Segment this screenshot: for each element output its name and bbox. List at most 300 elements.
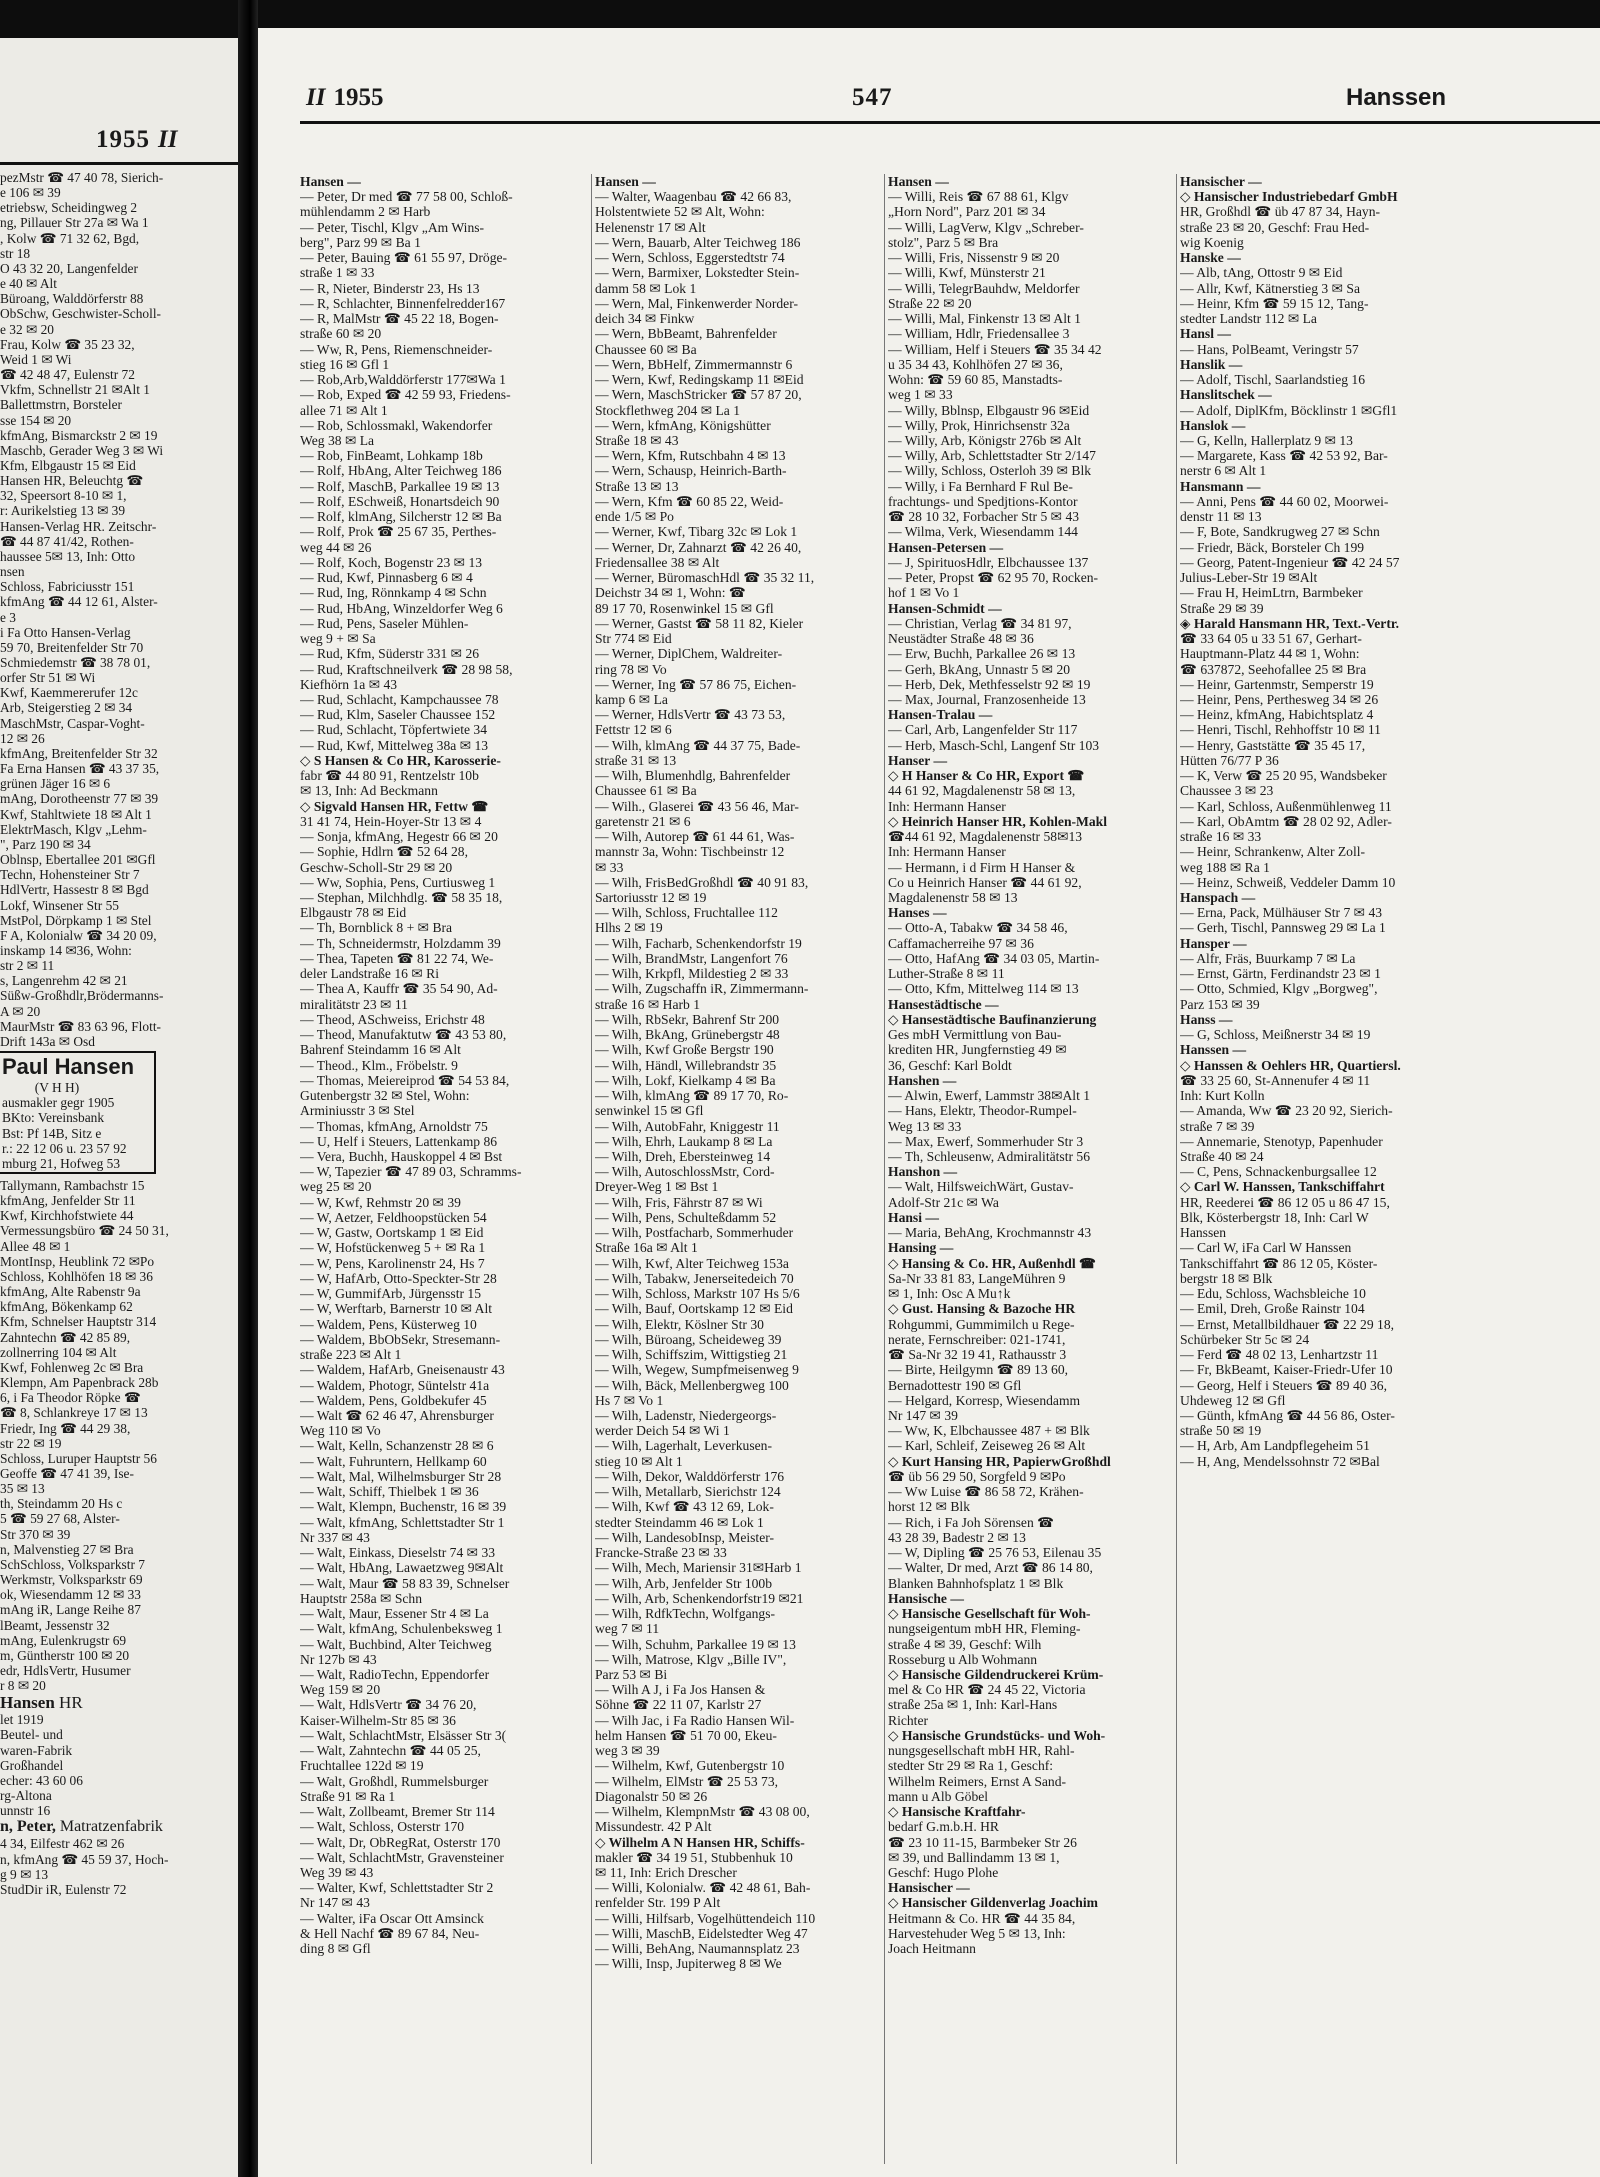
directory-entry: — Thomas, Meiereiprod ☎ 54 53 84, xyxy=(300,1072,510,1088)
directory-entry: weg 25 ✉ 20 xyxy=(300,1179,372,1195)
directory-entry: — Wern, Kfm ☎ 60 85 22, Weid- xyxy=(595,493,784,509)
directory-entry: nerstr 6 ✉ Alt 1 xyxy=(1180,463,1267,479)
directory-entry: ◇ Wilhelm A N Hansen HR, Schiffs- xyxy=(595,1834,805,1850)
directory-line: Schloss, Luruper Hauptstr 56 xyxy=(0,1450,157,1466)
directory-entry: Söhne ☎ 22 11 07, Karlstr 27 xyxy=(595,1697,762,1713)
directory-entry: Kiefhörn 1a ✉ 43 xyxy=(300,676,398,692)
directory-entry: — Rob, Schlossmakl, Wakendorfer xyxy=(300,417,493,433)
directory-entry: Hansen — xyxy=(300,174,361,189)
paul-hansen-lines xyxy=(2,1095,150,1171)
directory-line: Großhandel xyxy=(0,1757,64,1773)
directory-entry: — G, Schloss, Meißnerstr 34 ✉ 19 xyxy=(1180,1027,1371,1043)
directory-entry: Nr 147 ✉ 43 xyxy=(300,1895,370,1911)
directory-line: nsen xyxy=(0,564,25,580)
directory-entry: Francke-Straße 23 ✉ 33 xyxy=(595,1545,727,1561)
directory-line: StudDir iR, Eulenstr 72 xyxy=(0,1881,127,1897)
directory-entry: Hansen — xyxy=(595,174,656,189)
directory-entry: stedter Landstr 112 ✉ La xyxy=(1180,311,1317,327)
directory-entry: — Otto, Schmied, Klgv „Borgweg", xyxy=(1180,981,1378,997)
directory-entry: Straße 18 ✉ 43 xyxy=(595,432,679,448)
directory-entry: senwinkel 15 ✉ Gfl xyxy=(595,1103,704,1119)
directory-entry: — Willi, BehAng, Naumannsplatz 23 xyxy=(595,1941,800,1957)
directory-entry: — Wilh, BkAng, Grünebergstr 48 xyxy=(595,1027,780,1043)
directory-entry: — Karl, Schloss, Außenmühlenweg 11 xyxy=(1180,798,1392,814)
directory-entry: ☎ 33 25 60, St-Annenufer 4 ✉ 11 xyxy=(1180,1072,1371,1088)
directory-entry: Hanslok — xyxy=(1180,417,1246,433)
directory-line: r 8 ✉ 20 xyxy=(0,1678,46,1694)
directory-entry: — Wilhelm, KlempnMstr ☎ 43 08 00, xyxy=(595,1804,810,1820)
directory-entry: Nr 127b ✉ 43 xyxy=(300,1651,377,1667)
directory-entry: Geschf: Hugo Plohe xyxy=(888,1865,999,1881)
directory-entry: — W, Werftarb, Barnerstr 10 ✉ Alt xyxy=(300,1301,493,1317)
directory-entry: — Emil, Dreh, Große Rainstr 104 xyxy=(1180,1301,1365,1317)
directory-line: 6, i Fa Theodor Röpke ☎ xyxy=(0,1390,141,1406)
directory-entry: — Anni, Pens ☎ 44 60 02, Moorwei- xyxy=(1180,493,1389,509)
directory-entry: — W, GummifArb, Jürgensstr 15 xyxy=(300,1286,481,1302)
directory-entry: Hansl — xyxy=(1180,326,1231,342)
directory-entry: — Alb, tAng, Ottostr 9 ✉ Eid xyxy=(1180,265,1343,281)
directory-entry: weg 188 ✉ Ra 1 xyxy=(1180,859,1270,875)
directory-line: echer: 43 60 06 xyxy=(0,1772,83,1788)
directory-entry: Parz 53 ✉ Bi xyxy=(595,1666,668,1682)
directory-entry: — W, Hofstückenweg 5 + ✉ Ra 1 xyxy=(300,1240,486,1256)
directory-entry: Blanken Bahnhofsplatz 1 ✉ Blk xyxy=(888,1575,1064,1591)
directory-entry: Hansi — xyxy=(888,1209,939,1225)
directory-entry: weg 9 + ✉ Sa xyxy=(300,631,376,647)
directory-entry: Hansischer — xyxy=(1180,174,1262,189)
directory-entry: — Rud, Kfm, Süderstr 331 ✉ 26 xyxy=(300,646,480,662)
directory-entry: — Walt, HbAng, Lawaetzweg 9✉Alt xyxy=(300,1560,504,1576)
directory-line: m, Güntherstr 100 ✉ 20 xyxy=(0,1647,130,1663)
left-header-rule xyxy=(0,162,238,165)
directory-entry: 36, Geschf: Karl Boldt xyxy=(888,1057,1012,1073)
directory-entry: — W, Pens, Karolinenstr 24, Hs 7 xyxy=(300,1255,485,1271)
directory-entry: — Walter, Waagenbau ☎ 42 66 83, xyxy=(595,189,792,205)
directory-entry: straße 223 ✉ Alt 1 xyxy=(300,1347,402,1363)
directory-entry: — Wilh, klmAng ☎ 44 37 75, Bade- xyxy=(595,737,801,753)
directory-entry: — Walt, Einkass, Dieselstr 74 ✉ 33 xyxy=(300,1545,496,1561)
ad-line: Bst: Pf 14B, Sitz e xyxy=(2,1125,102,1141)
directory-entry: Harvestehuder Weg 5 ✉ 13, Inh: xyxy=(888,1925,1066,1941)
ad-line: BKto: Vereinsbank xyxy=(2,1110,105,1126)
directory-line: edr, HdlsVertr, Husumer xyxy=(0,1663,131,1678)
directory-entry: Richter xyxy=(888,1712,929,1728)
directory-entry: Hansper — xyxy=(1180,935,1247,951)
directory-entry: denstr 11 ✉ 13 xyxy=(1180,509,1262,525)
directory-entry: — Werner, Ing ☎ 57 86 75, Eichen- xyxy=(595,676,797,692)
directory-entry: nungsgesellschaft mbH HR, Rahl- xyxy=(888,1743,1075,1759)
directory-entry: — Wilh, Tabakw, Jenerseitedeich 70 xyxy=(595,1270,794,1286)
directory-line: th, Steindamm 20 Hs c xyxy=(0,1496,123,1512)
directory-entry: — Walter, iFa Oscar Ott Amsinck xyxy=(300,1910,484,1926)
directory-entry: — Karl, ObAmtm ☎ 28 02 92, Adler- xyxy=(1180,813,1392,829)
directory-entry: — Walt, Zahntechn ☎ 44 05 25, xyxy=(300,1743,481,1759)
directory-entry: — Erna, Pack, Mülhäuser Str 7 ✉ 43 xyxy=(1180,905,1383,921)
directory-line: rg-Altona xyxy=(0,1788,52,1804)
directory-line: mAng, Dorotheenstr 77 ✉ 39 xyxy=(0,791,159,807)
directory-entry: — Wilh, Lokf, Kielkamp 4 ✉ Ba xyxy=(595,1072,776,1088)
directory-line: Frau, Kolw ☎ 35 23 32, xyxy=(0,336,135,352)
directory-entry: — R, MalMstr ☎ 45 22 18, Bogen- xyxy=(300,311,499,327)
directory-entry: Caffamacherreihe 97 ✉ 36 xyxy=(888,935,1034,951)
directory-line: mAng iR, Lange Reihe 87 xyxy=(0,1602,141,1618)
directory-entry: — Werner, Dr, Zahnarzt ☎ 42 26 40, xyxy=(595,539,802,555)
directory-entry: — Adolf, Tischl, Saarlandstieg 16 xyxy=(1180,372,1366,388)
directory-entry: — Heinr, Schrankenw, Alter Zoll- xyxy=(1180,844,1366,860)
directory-line: A ✉ 20 xyxy=(0,1003,41,1019)
directory-entry: — Hans, PolBeamt, Veringstr 57 xyxy=(1180,341,1359,357)
directory-entry: Fettstr 12 ✉ 6 xyxy=(595,722,672,738)
header-rule xyxy=(300,121,1600,124)
directory-entry: Blk, Kösterbergstr 18, Inh: Carl W xyxy=(1180,1209,1369,1225)
column-separator xyxy=(884,174,885,2164)
directory-entry: makler ☎ 34 19 51, Stubbenhuk 10 xyxy=(595,1849,793,1865)
directory-entry: Hanssen — xyxy=(1180,1042,1247,1058)
directory-entry: — Wilma, Verk, Wiesendamm 144 xyxy=(888,524,1078,540)
directory-entry: bedarf G.m.b.H. HR xyxy=(888,1819,999,1835)
directory-entry: — Rolf, MaschB, Parkallee 19 ✉ 13 xyxy=(300,478,500,494)
directory-entry: & Hell Nachf ☎ 89 67 84, Neu- xyxy=(300,1925,480,1941)
directory-line: orfer Str 51 ✉ Wi xyxy=(0,670,96,686)
directory-entry: damm 58 ✉ Lok 1 xyxy=(595,280,697,296)
directory-entry: Adolf-Str 21c ✉ Wa xyxy=(888,1194,999,1210)
directory-entry: — Wilh, Schloss, Fruchtallee 112 xyxy=(595,905,778,921)
directory-line: etriebsw, Scheidingweg 2 xyxy=(0,200,138,216)
directory-entry: — Werner, Kwf, Tibarg 32c ✉ Lok 1 xyxy=(595,524,798,540)
directory-entry: — Wilh, Bauf, Oortskamp 12 ✉ Eid xyxy=(595,1301,793,1317)
directory-entry: — Th, Schneidermstr, Holzdamm 39 xyxy=(300,935,501,951)
directory-entry: — W, Tapezier ☎ 47 89 03, Schramms- xyxy=(300,1164,522,1180)
directory-entry: — Rud, Pens, Saseler Mühlen- xyxy=(300,615,469,631)
directory-entry: — Ferd ☎ 48 02 13, Lenhartzstr 11 xyxy=(1180,1347,1379,1363)
directory-entry: — Ww, K, Elbchaussee 487 + ✉ Blk xyxy=(888,1423,1090,1439)
directory-entry: ◇ Hansische Gildendruckerei Krüm- xyxy=(888,1666,1104,1682)
directory-entry: Schürbeker Str 5c ✉ 24 xyxy=(1180,1331,1310,1347)
directory-entry: — Willi, MaschB, Eidelstedter Weg 47 xyxy=(595,1925,808,1941)
directory-entry: Hansmann — xyxy=(1180,478,1261,494)
directory-entry: Weg 38 ✉ La xyxy=(300,432,375,448)
directory-line: ElektrMasch, Klgv „Lehm- xyxy=(0,821,147,837)
directory-entry: kamp 6 ✉ La xyxy=(595,691,668,707)
directory-entry: Straße 29 ✉ 39 xyxy=(1180,600,1264,616)
directory-entry: — Wern, MaschStricker ☎ 57 87 20, xyxy=(595,387,802,403)
directory-entry: straße 7 ✉ 39 xyxy=(1180,1118,1255,1134)
directory-entry: Nr 147 ✉ 39 xyxy=(888,1407,958,1423)
directory-entry: — Wilh, Schiffszim, Wittigstieg 21 xyxy=(595,1347,788,1363)
directory-entry: — Walt, Maur, Essener Str 4 ✉ La xyxy=(300,1606,489,1622)
directory-entry: ◇ Hansische Gesellschaft für Woh- xyxy=(888,1606,1091,1622)
directory-entry: — Maria, BehAng, Krochmannstr 43 xyxy=(888,1225,1092,1241)
directory-entry: Rosseburg u Alb Wohmann xyxy=(888,1651,1038,1667)
directory-entry: — Theod, Manufaktutw ☎ 43 53 80, xyxy=(300,1027,507,1043)
directory-line: O 43 32 20, Langenfelder xyxy=(0,260,138,276)
directory-line: MaschMstr, Caspar-Voght- xyxy=(0,715,145,731)
directory-entry: — Waldem, Photogr, Süntelstr 41a xyxy=(300,1377,490,1393)
directory-entry: Hlhs 2 ✉ 19 xyxy=(595,920,663,936)
directory-entry: — Wilh, Ehrh, Laukamp 8 ✉ La xyxy=(595,1133,773,1149)
directory-entry: stedter Str 29 ✉ Ra 1, Geschf: xyxy=(888,1758,1054,1774)
left-page-column xyxy=(0,170,232,1897)
directory-entry: Weg 110 ✉ Vo xyxy=(300,1423,381,1439)
directory-entry: — Günth, kfmAng ☎ 44 56 86, Oster- xyxy=(1180,1407,1395,1423)
directory-entry: — Th, Bornblick 8 + ✉ Bra xyxy=(300,920,453,936)
directory-line: ObSchw, Geschwister-Scholl- xyxy=(0,306,162,322)
directory-entry: 44 61 92, Magdalenenstr 58 ✉ 13, xyxy=(888,783,1076,799)
directory-entry: — Walt, Zollbeamt, Bremer Str 114 xyxy=(300,1804,495,1820)
directory-line: Allee 48 ✉ 1 xyxy=(0,1238,71,1254)
directory-entry: ✉ 13, Inh: Ad Beckmann xyxy=(300,783,438,799)
directory-entry: ◇ Carl W. Hanssen, Tankschiffahrt xyxy=(1180,1179,1385,1195)
directory-entry: Hansischer — xyxy=(888,1880,970,1896)
directory-entry: — Willy, Arb, Schlettstadter Str 2/147 xyxy=(888,448,1096,464)
directory-entry: — Herb, Masch-Schl, Langenf Str 103 xyxy=(888,737,1100,753)
directory-entry: — Wilh, Händl, Willebrandstr 35 xyxy=(595,1057,777,1073)
directory-entry: — Wilhelm, ElMstr ☎ 25 53 73, xyxy=(595,1773,779,1789)
directory-entry: — Walt, RadioTechn, Eppendorfer xyxy=(300,1666,490,1682)
directory-line: str 22 ✉ 19 xyxy=(0,1435,62,1451)
directory-entry: HR, Reederei ☎ 86 12 05 u 86 47 15, xyxy=(1180,1194,1390,1210)
directory-entry: Str 774 ✉ Eid xyxy=(595,631,672,647)
directory-entry: — Wern, Mal, Finkenwerder Norder- xyxy=(595,295,798,311)
directory-entry: — Walt, kfmAng, Schlettstadter Str 1 xyxy=(300,1514,505,1530)
directory-entry: ☎ 33 64 05 u 33 51 67, Gerhart- xyxy=(1180,631,1362,647)
directory-entry: Dreyer-Weg 1 ✉ Bst 1 xyxy=(595,1179,719,1195)
directory-line: Schmiedemstr ☎ 38 78 01, xyxy=(0,655,151,670)
directory-entry: ☎44 61 92, Magdalenenstr 58✉13 xyxy=(888,829,1083,845)
directory-entry: Inh: Hermann Hanser xyxy=(888,798,1006,814)
directory-entry: — Wilh, Bäck, Mellenbergweg 100 xyxy=(595,1377,789,1393)
directory-entry: — Wilh, Schuhm, Parkallee 19 ✉ 13 xyxy=(595,1636,796,1652)
directory-entry: Kaiser-Wilhelm-Str 85 ✉ 36 xyxy=(300,1712,456,1728)
directory-entry: ding 8 ✉ Gfl xyxy=(300,1941,371,1957)
directory-entry: Hansing — xyxy=(888,1240,954,1256)
directory-entry: — Walt, Dr, ObRegRat, Osterstr 170 xyxy=(300,1834,501,1850)
directory-entry: ende 1/5 ✉ Po xyxy=(595,509,674,525)
directory-entry: — Wilh, Arb, Schenkendorfstr19 ✉21 xyxy=(595,1590,804,1606)
directory-entry: — W, HafArb, Otto-Speckter-Str 28 xyxy=(300,1270,497,1286)
directory-entry: ◈ Harald Hansmann HR, Text.-Vertr. xyxy=(1180,615,1400,631)
directory-entry: Julius-Leber-Str 19 ✉Alt xyxy=(1180,570,1318,586)
directory-line: MontInsp, Heublink 72 ✉Po xyxy=(0,1253,155,1269)
directory-line: g 9 ✉ 13 xyxy=(0,1866,49,1882)
directory-entry: Gutenbergstr 32 ✉ Stel, Wohn: xyxy=(300,1088,470,1104)
directory-entry: ☎ Sa-Nr 32 19 41, Rathausstr 3 xyxy=(888,1347,1067,1363)
directory-entry: — Walt ☎ 62 46 47, Ahrensburger xyxy=(300,1407,494,1423)
directory-entry: deich 34 ✉ Finkw xyxy=(595,311,695,327)
directory-entry: — Willy, Prok, Hinrichsenstr 32a xyxy=(888,417,1070,433)
directory-line: Techn, Hohensteiner Str 7 xyxy=(0,867,140,883)
directory-entry: — R, Nieter, Binderstr 23, Hs 13 xyxy=(300,280,480,296)
directory-entry: straße 31 ✉ 13 xyxy=(595,752,677,768)
directory-entry: Hanssen xyxy=(1180,1225,1227,1241)
directory-entry: bergstr 18 ✉ Blk xyxy=(1180,1270,1273,1286)
directory-entry: — Walt, Buchbind, Alter Teichweg xyxy=(300,1636,492,1652)
directory-line: Zahntechn ☎ 42 85 89, xyxy=(0,1329,131,1345)
directory-entry: Elbgaustr 78 ✉ Eid xyxy=(300,905,407,921)
directory-entry: — Wilh Jac, i Fa Radio Hansen Wil- xyxy=(595,1712,795,1728)
directory-entry: krediten HR, Jungfernstieg 49 ✉ xyxy=(888,1042,1067,1058)
directory-entry: — Peter, Bauing ☎ 61 55 97, Dröge- xyxy=(300,250,508,266)
directory-entry: — William, Helf i Steuers ☎ 35 34 42 xyxy=(888,341,1102,357)
directory-line: Hansen-Verlag HR. Zeitschr- xyxy=(0,518,157,534)
directory-entry: — Willi, Reis ☎ 67 88 61, Klgv xyxy=(888,189,1069,205)
running-head: Hanssen xyxy=(1346,84,1447,111)
directory-entry: ☎ 23 10 11-15, Barmbeker Str 26 xyxy=(888,1834,1077,1850)
directory-entry: — Thea A, Kauffr ☎ 35 54 90, Ad- xyxy=(300,981,498,997)
directory-entry: — Allr, Kwf, Kätnerstieg 3 ✉ Sa xyxy=(1180,280,1360,296)
directory-entry: — Thea, Tapeten ☎ 81 22 74, We- xyxy=(300,950,494,966)
directory-line: Kwf, Kirchhofstwiete 44 xyxy=(0,1208,134,1224)
directory-entry: ✉ 11, Inh: Erich Drescher xyxy=(595,1865,737,1881)
directory-entry: straße 25a ✉ 1, Inh: Karl-Hans xyxy=(888,1697,1058,1713)
directory-entry: Straße 16a ✉ Alt 1 xyxy=(595,1240,698,1256)
hansen-block-suffix: HR xyxy=(59,1693,83,1713)
directory-entry: Straße 91 ✉ Ra 1 xyxy=(300,1788,396,1804)
directory-entry: — Wilh, FrisBedGroßhdl ☎ 40 91 83, xyxy=(595,874,809,890)
directory-entry: — Rolf, ESchweiß, Honartsdeich 90 xyxy=(300,493,500,509)
directory-entry: u 35 34 43, Kohlhöfen 27 ✉ 36, xyxy=(888,356,1063,372)
directory-line: SchSchloss, Volksparkstr 7 xyxy=(0,1556,145,1572)
directory-entry: renfelder Str. 199 P Alt xyxy=(595,1895,721,1911)
directory-entry: — Otto, Kfm, Mittelweg 114 ✉ 13 xyxy=(888,981,1079,997)
directory-entry: ✉ 33 xyxy=(595,859,624,875)
directory-entry: nungseigentum mbH HR, Fleming- xyxy=(888,1621,1081,1637)
directory-line: pezMstr ☎ 47 40 78, Sierich- xyxy=(0,170,164,185)
directory-entry: — Ernst, Gärtn, Ferdinandstr 23 ✉ 1 xyxy=(1180,966,1381,982)
directory-entry: Hansen-Petersen — xyxy=(888,539,1004,555)
directory-entry: Hanske — xyxy=(1180,250,1241,266)
directory-entry: — Gerh, BkAng, Unnastr 5 ✉ 20 xyxy=(888,661,1071,677)
directory-entry: — Werner, Gastst ☎ 58 11 82, Kieler xyxy=(595,615,804,631)
directory-entry: — Rob, Exped ☎ 42 59 93, Friedens- xyxy=(300,387,511,403)
directory-entry: Weg 39 ✉ 43 xyxy=(300,1865,374,1881)
directory-entry: Sartoriusstr 12 ✉ 19 xyxy=(595,890,707,906)
directory-entry: Geschw-Scholl-Str 29 ✉ 20 xyxy=(300,859,453,875)
directory-entry: — Willi, Hilfsarb, Vogelhüttendeich 110 xyxy=(595,1910,816,1926)
directory-entry: — Willi, LagVerw, Klgv „Schreber- xyxy=(888,219,1084,235)
directory-entry: — Vera, Buchh, Hauskoppel 4 ✉ Bst xyxy=(300,1149,503,1164)
left-page-fragment xyxy=(0,38,238,2177)
directory-entry: — Willi, Insp, Jupiterweg 8 ✉ We xyxy=(595,1956,782,1972)
column-separator xyxy=(591,174,592,2164)
directory-entry: — Willi, TelegrBauhdw, Meldorfer xyxy=(888,280,1080,296)
directory-entry: Co u Heinrich Hanser ☎ 44 61 92, xyxy=(888,874,1082,890)
directory-entry: — Werner, DiplChem, Waldreiter- xyxy=(595,646,783,662)
directory-entry: — Hans, Elektr, Theodor-Rumpel- xyxy=(888,1103,1077,1119)
directory-entry: — Wilh, RdfkTechn, Wolfgangs- xyxy=(595,1606,776,1622)
directory-line: kfmAng ☎ 44 12 61, Alster- xyxy=(0,594,158,610)
directory-line: , Kolw ☎ 71 32 62, Bgd, xyxy=(0,230,140,246)
directory-entry: — Wilh, Schloss, Markstr 107 Hs 5/6 xyxy=(595,1286,800,1302)
directory-line: waren-Fabrik xyxy=(0,1742,73,1758)
left-entries-4 xyxy=(0,1836,232,1897)
directory-entry: — Th, Schleusenw, Admiralitätstr 56 xyxy=(888,1149,1090,1164)
directory-entry: Hanshen — xyxy=(888,1072,957,1088)
directory-entry: — Walt, Mal, Wilhelmsburger Str 28 xyxy=(300,1468,502,1484)
directory-line: ☎ 8, Schlankreye 17 ✉ 13 xyxy=(0,1405,148,1421)
directory-entry: straße 1 ✉ 33 xyxy=(300,265,375,281)
directory-entry: Hauptstr 258a ✉ Schn xyxy=(300,1590,423,1606)
directory-entry: ◇ Hansing & Co. HR, Außenhdl ☎ xyxy=(888,1255,1096,1271)
directory-entry: helm Hansen ☎ 51 70 00, Ekeu- xyxy=(595,1727,777,1743)
right-page-year: 1955 xyxy=(333,84,384,111)
directory-entry: — Wern, Schausp, Heinrich-Barth- xyxy=(595,463,787,479)
directory-entry: — Wilh, Pens, Schulteßdamm 52 xyxy=(595,1209,777,1225)
directory-entry: — Theod., Klm., Fröbelstr. 9 xyxy=(300,1057,458,1073)
directory-entry: — Ww, Sophia, Pens, Curtiusweg 1 xyxy=(300,874,496,890)
directory-entry: — Wern, Schloss, Eggerstedtstr 74 xyxy=(595,250,785,266)
directory-entry: ring 78 ✉ Vo xyxy=(595,661,667,677)
directory-entry: — Georg, Helf i Steuers ☎ 89 40 36, xyxy=(1180,1377,1387,1393)
directory-entry: — Amanda, Ww ☎ 23 20 92, Sierich- xyxy=(1180,1103,1393,1119)
directory-entry: — Adolf, DiplKfm, Böcklinstr 1 ✉Gfl1 xyxy=(1180,402,1398,418)
directory-line: Büroang, Walddörferstr 88 xyxy=(0,291,144,307)
directory-entry: — Wern, Bauarb, Alter Teichweg 186 xyxy=(595,234,801,250)
ad-line: r.: 22 12 06 u. 23 57 92 xyxy=(2,1140,127,1156)
directory-entry: Inh: Hermann Hanser xyxy=(888,844,1006,860)
directory-entry: — Margarete, Kass ☎ 42 53 92, Bar- xyxy=(1180,448,1388,464)
directory-entry: — Rud, Ing, Rönnkamp 4 ✉ Schn xyxy=(300,585,487,601)
directory-entry: — Waldem, Pens, Goldbekufer 45 xyxy=(300,1392,487,1408)
directory-entry: — Alwin, Ewerf, Lammstr 38✉Alt 1 xyxy=(888,1088,1091,1104)
directory-entry: Inh: Kurt Kolln xyxy=(1180,1088,1265,1104)
directory-entry: — Wilh A J, i Fa Jos Hansen & xyxy=(595,1682,766,1698)
directory-line: Kwf, Fohlenweg 2c ✉ Bra xyxy=(0,1359,144,1375)
directory-entry: Nr 337 ✉ 43 xyxy=(300,1529,370,1545)
directory-line: Ballettmstrn, Borsteler xyxy=(0,397,122,413)
directory-entry: Straße 13 ✉ 13 xyxy=(595,478,679,494)
directory-entry: — Theod, ASchweiss, Erichstr 48 xyxy=(300,1011,485,1027)
directory-entry: — Peter, Dr med ☎ 77 58 00, Schloß- xyxy=(300,189,513,205)
directory-line: lBeamt, Jessenstr 32 xyxy=(0,1617,110,1633)
directory-entry: Chaussee 60 ✉ Ba xyxy=(595,341,697,357)
directory-entry: — Wilh., Glaserei ☎ 43 56 46, Mar- xyxy=(595,798,799,814)
directory-entry: Hauptmann-Platz 44 ✉ 1, Wohn: xyxy=(1180,646,1360,662)
directory-entry: ◇ S Hansen & Co HR, Karosserie- xyxy=(300,752,501,768)
directory-entry: — Rolf, Koch, Bogenstr 23 ✉ 13 xyxy=(300,554,483,570)
directory-entry: ☎ 637872, Seehofallee 25 ✉ Bra xyxy=(1180,661,1367,677)
directory-entry: Deichstr 34 ✉ 1, Wohn: ☎ xyxy=(595,585,746,601)
directory-entry: Fruchtallee 122d ✉ 19 xyxy=(300,1758,424,1774)
directory-line: str 18 xyxy=(0,245,31,261)
directory-entry: — Wilh, klmAng ☎ 89 17 70, Ro- xyxy=(595,1088,789,1104)
directory-line: Schloss, Fabriciusstr 151 xyxy=(0,579,135,595)
directory-entry: weg 7 ✉ 11 xyxy=(595,1621,660,1637)
directory-line: Süßw-Großhdlr,Brödermanns- xyxy=(0,988,164,1004)
directory-line: 12 ✉ 26 xyxy=(0,730,45,746)
directory-entry: ◇ Hansischer Industriebedarf GmbH xyxy=(1180,189,1398,205)
left-page-roman: II xyxy=(158,126,178,153)
right-page-header-left xyxy=(306,84,383,112)
directory-entry: Straße 40 ✉ 24 xyxy=(1180,1149,1264,1164)
directory-entry: — Willi, Fris, Nissenstr 9 ✉ 20 xyxy=(888,250,1060,266)
directory-entry: — Fr, BkBeamt, Kaiser-Friedr-Ufer 10 xyxy=(1180,1362,1393,1378)
directory-entry: — Karl, Schleif, Zeiseweg 26 ✉ Alt xyxy=(888,1438,1086,1454)
directory-entry: Hansische — xyxy=(888,1590,964,1606)
directory-entry: — Wilh, Elektr, Köslner Str 30 xyxy=(595,1316,764,1332)
directory-entry: — Wern, Barmixer, Lokstedter Stein- xyxy=(595,265,800,281)
peter-name: n, Peter, xyxy=(0,1818,56,1836)
directory-entry: — Alfr, Fräs, Buurkamp 7 ✉ La xyxy=(1180,950,1356,966)
directory-entry: — Rud, Kwf, Pinnasberg 6 ✉ 4 xyxy=(300,570,473,586)
directory-line: unnstr 16 xyxy=(0,1803,51,1819)
directory-entry: — Rob, FinBeamt, Lohkamp 18b xyxy=(300,448,483,464)
directory-entry: frachtungs- und Spedjtions-Kontor xyxy=(888,493,1078,509)
directory-line: let 1919 xyxy=(0,1712,44,1728)
directory-line: Werkmstr, Volksparkstr 69 xyxy=(0,1572,143,1588)
directory-line: HdlVertr, Hassestr 8 ✉ Bgd xyxy=(0,882,149,898)
directory-entry: straße 16 ✉ Harb 1 xyxy=(595,996,701,1012)
